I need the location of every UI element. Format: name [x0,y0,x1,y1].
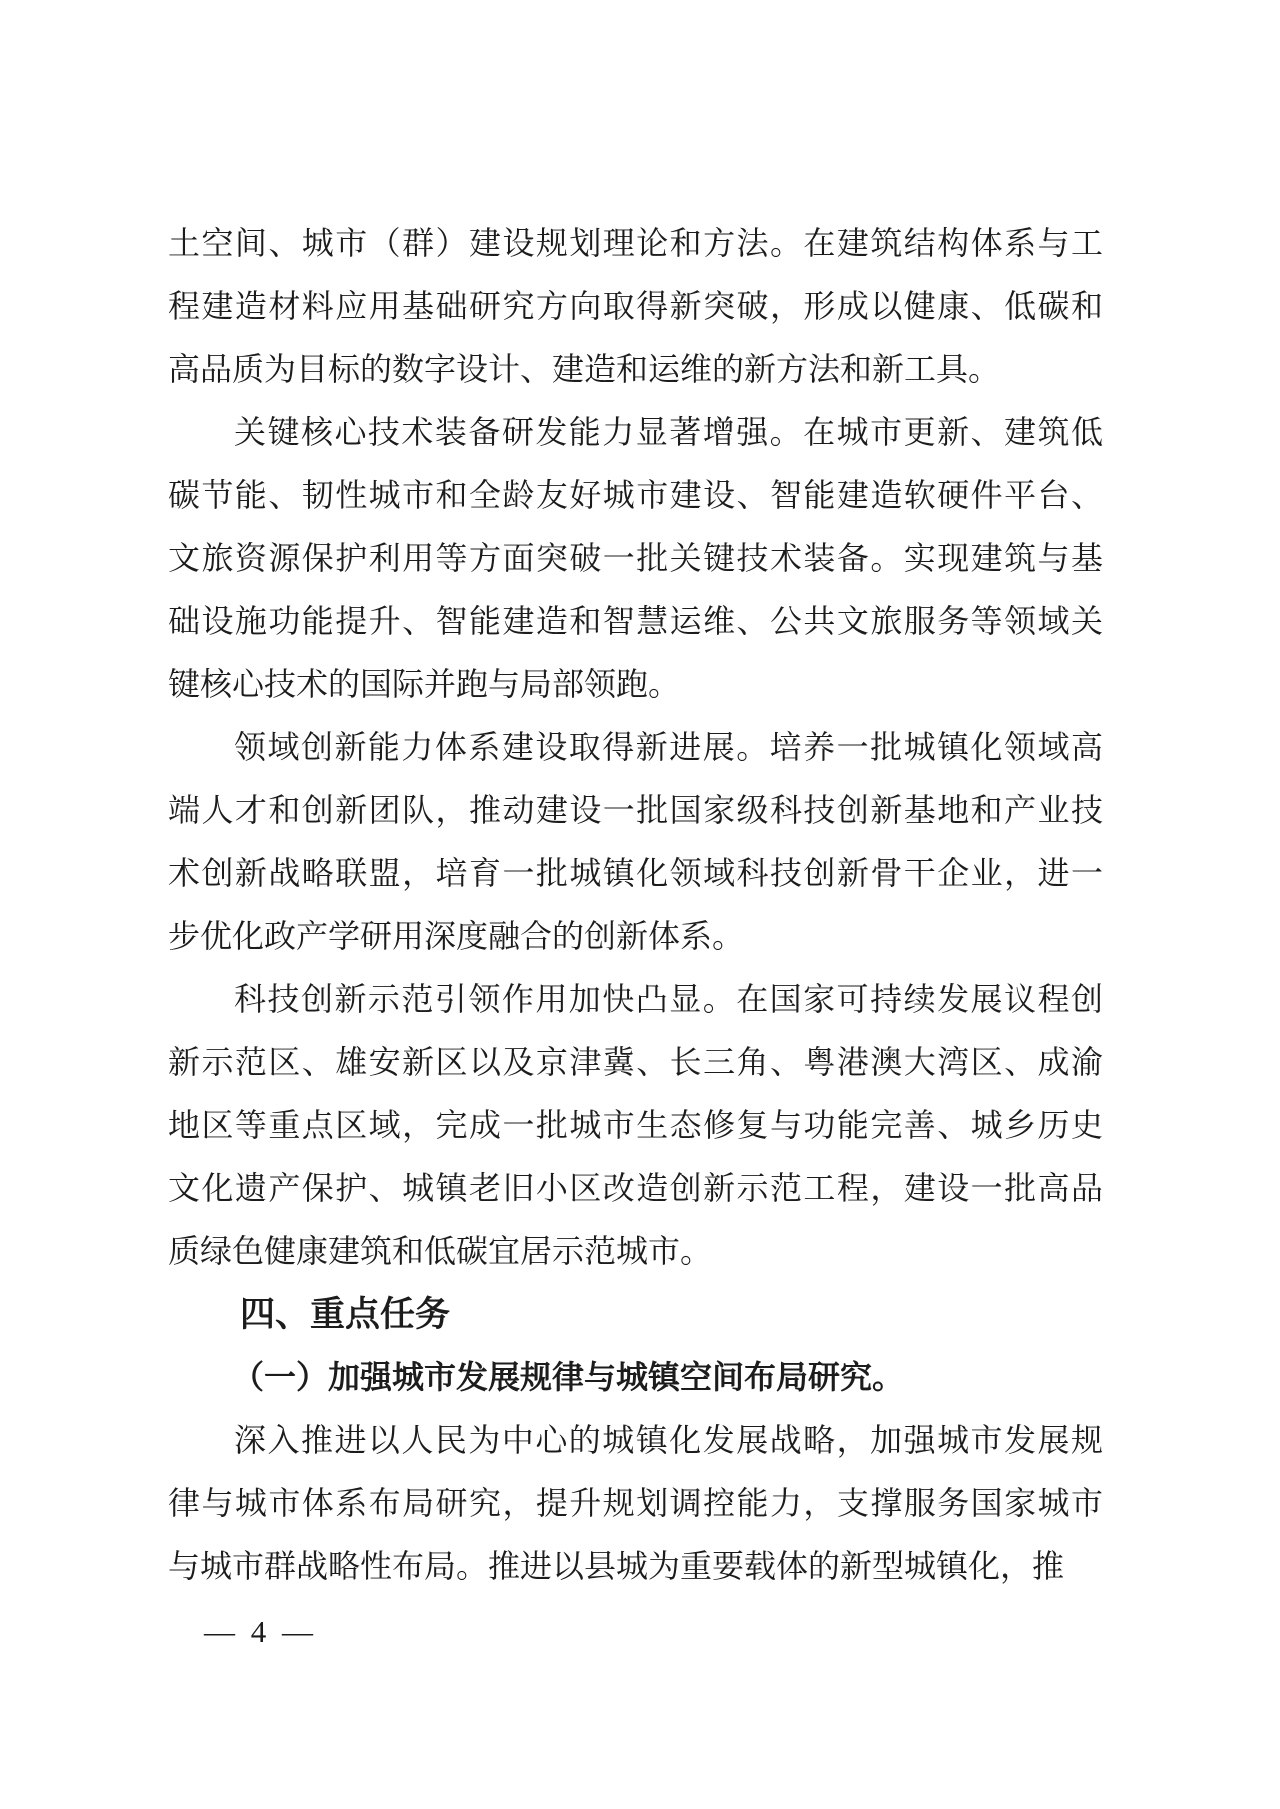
body-line: 关键核心技术装备研发能力显著增强。在城市更新、建筑低 [234,414,1103,450]
body-line: 深入推进以人民为中心的城镇化发展战略，加强城市发展规 [234,1422,1103,1458]
section-heading: 四、重点任务 [240,1295,451,1334]
body-line: 术创新战略联盟，培育一批城镇化领域科技创新骨干企业，进一 [168,855,1103,891]
body-line: 步优化政产学研用深度融合的创新体系。 [168,918,745,954]
body-line: 质绿色健康建筑和低碳宜居示范城市。 [168,1233,713,1269]
subsection-heading: （一）加强城市发展规律与城镇空间布局研究。 [232,1359,905,1395]
body-line: 程建造材料应用基础研究方向取得新突破，形成以健康、低碳和 [168,288,1103,324]
body-line: 文化遗产保护、城镇老旧小区改造创新示范工程，建设一批高品 [168,1170,1103,1206]
body-line: 高品质为目标的数字设计、建造和运维的新方法和新工具。 [168,351,1001,387]
body-line: 新示范区、雄安新区以及京津冀、长三角、粤港澳大湾区、成渝 [168,1044,1103,1080]
body-line: 地区等重点区域，完成一批城市生态修复与功能完善、城乡历史 [168,1107,1103,1143]
body-line: 科技创新示范引领作用加快凸显。在国家可持续发展议程创 [234,981,1103,1017]
body-line: 与城市群战略性布局。推进以县城为重要载体的新型城镇化，推 [168,1548,1065,1584]
body-line: 碳节能、韧性城市和全龄友好城市建设、智能建造软硬件平台、 [168,477,1103,513]
body-line: 端人才和创新团队，推动建设一批国家级科技创新基地和产业技 [168,792,1103,828]
body-line: 础设施功能提升、智能建造和智慧运维、公共文旅服务等领域关 [168,603,1103,639]
text-block [168,212,1103,1598]
body-line: 键核心技术的国际并跑与局部领跑。 [168,666,681,702]
body-line: 文旅资源保护利用等方面突破一批关键技术装备。实现建筑与基 [168,540,1103,576]
body-line: 土空间、城市（群）建设规划理论和方法。在建筑结构体系与工 [168,225,1103,261]
body-line: 领域创新能力体系建设取得新进展。培养一批城镇化领域高 [234,729,1103,765]
page-number: — 4 — [204,1614,313,1649]
body-line: 律与城市体系布局研究，提升规划调控能力，支撑服务国家城市 [168,1485,1103,1521]
